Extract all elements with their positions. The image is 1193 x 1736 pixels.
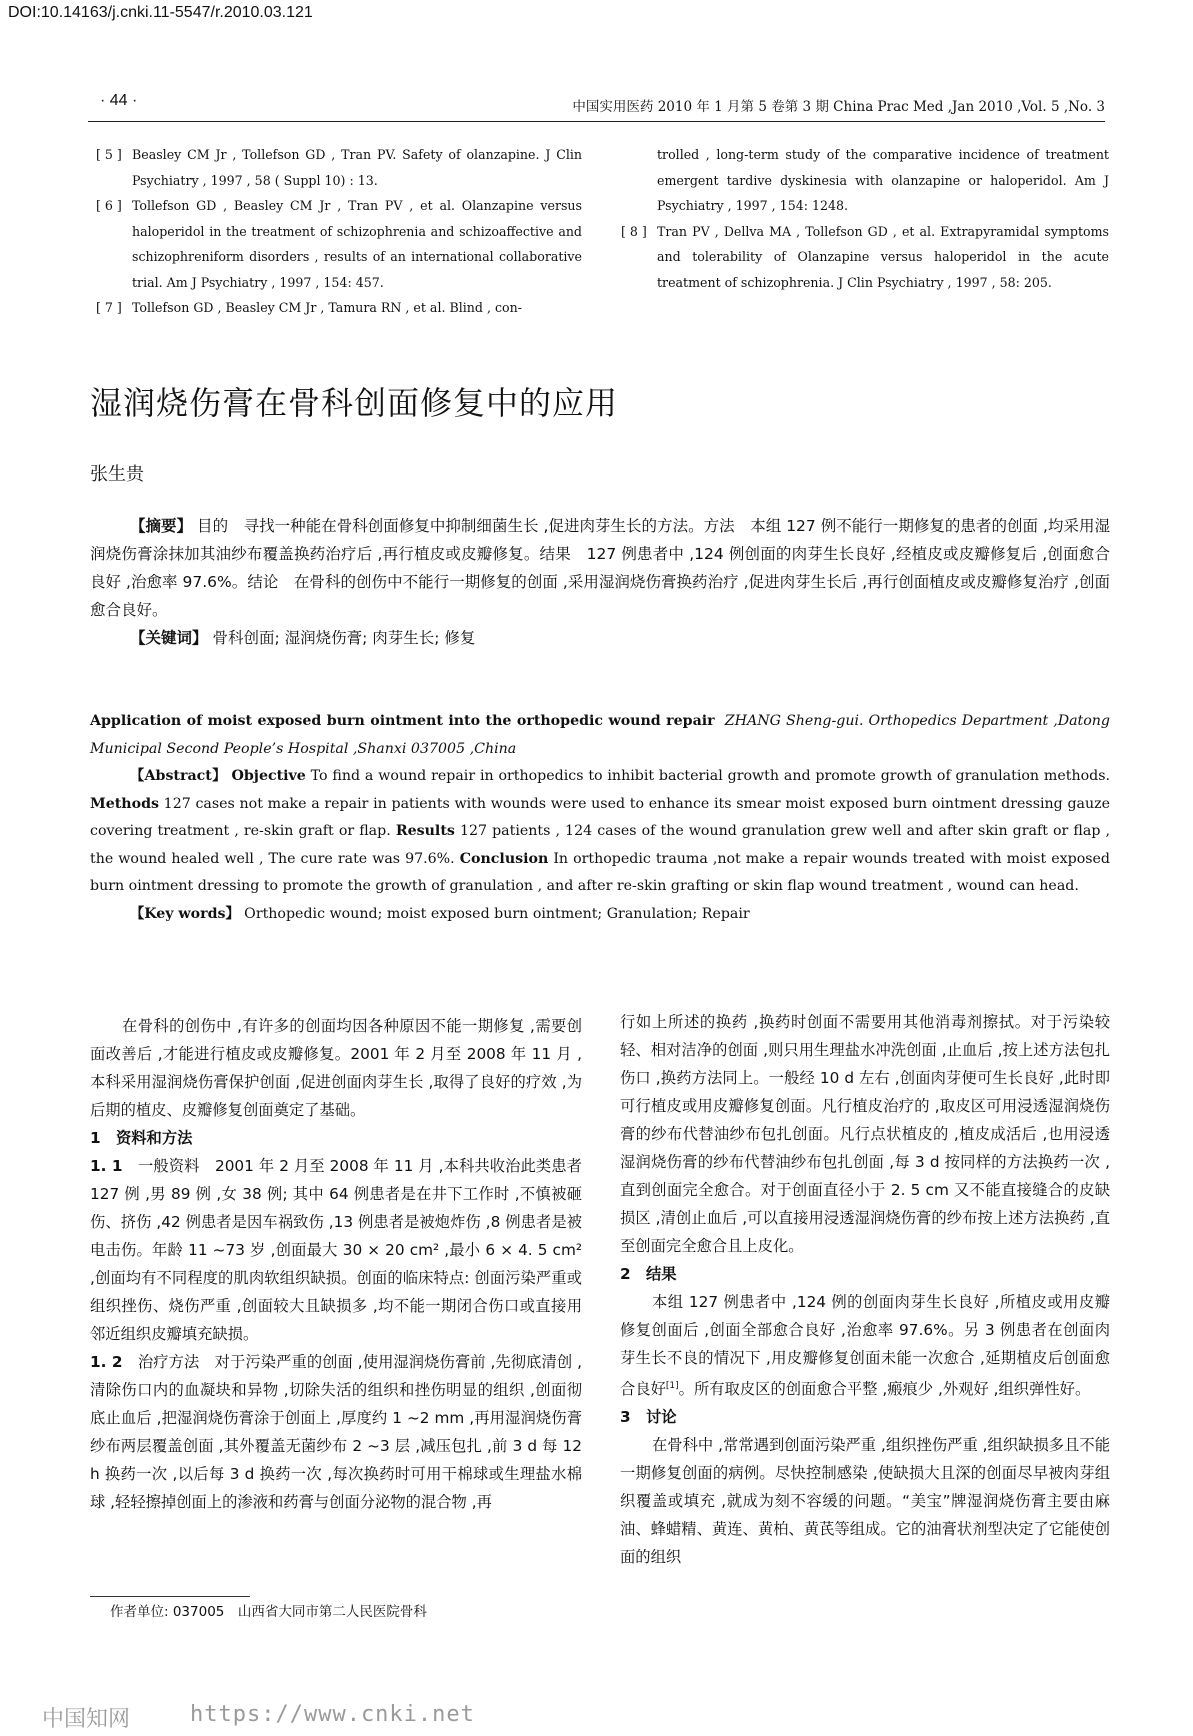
reference-item <box>96 142 582 193</box>
body-column-right <box>620 1008 1110 1571</box>
en-affiliation: ZHANG Sheng-gui. Orthopedics Department ,Datong Municipal Second People’s Hospital ,Shanxi 037005 ,China <box>90 713 1111 757</box>
keywords-cn-text: 骨科创面; 湿润烧伤膏; 肉芽生长; 修复 <box>207 629 476 647</box>
keywords-en-paragraph <box>90 901 1110 929</box>
header-rule <box>88 121 1105 122</box>
continuation-paragraph: 行如上所述的换药 ,换药时创面不需要用其他消毒剂擦拭。对于污染较轻、相对洁净的创面 ,则只用生理盐水冲洗创面 ,止血后 ,按上述方法包扎伤口 ,换药方法同上。一般经 10 d 左右 ,创面肉芽便可生长良好 ,此时即可行植皮或用皮瓣修复创面。凡行植皮治疗的 ,取皮区可用浸透湿润烧伤膏的纱布代替油纱布包扎创面。凡行点状植皮的 ,植皮成活后 ,也用浸透湿润烧伤膏的纱布代替油纱布包扎创面 ,每 3 d 按同样的方法换药一次 ,直到创面完全愈合。对于创面直径小于 2. 5 cm 又不能直接缝合的皮缺损区 ,清创止血后 ,可以直接用浸透湿润烧伤膏的纱布按上述方法换药 ,直至创面完全愈合且上皮化。 <box>620 1013 1110 1255</box>
abstract-cn-text: 目的 寻找一种能在骨科创面修复中抑制细菌生长 ,促进肉芽生长的方法。方法 本组 127 例不能行一期修复的患者的创面 ,均采用湿润烧伤膏涂抹加其油纱布覆盖换药治疗后 ,再行植皮或皮瓣修复。结果 127 例患者中 ,124 例创面的肉芽生长良好 ,经植皮或皮瓣修复后 ,创面愈合良好 ,治愈率 97.6%。结论 在骨科的创伤中不能行一期修复的创面 ,采用湿润烧伤膏换药治疗 ,促进肉芽生长后 ,再行创面植皮或皮瓣修复治疗 ,创面愈合良好。 <box>90 517 1110 619</box>
abstract-cn <box>90 512 1110 652</box>
keywords-en-label: 【Key words】 <box>130 905 240 922</box>
keywords-en-text: Orthopedic wound; moist exposed burn ointment; Granulation; Repair <box>239 905 750 922</box>
conclusion-label: Conclusion <box>459 850 549 867</box>
abstract-cn-label: 【摘要】 <box>130 517 193 535</box>
reference-text: Tollefson GD , Beasley CM Jr , Tran PV , et al. Olanzapine versus haloperidol in the treatment of schizophrenia and schizoaffective and schizophreniform disorders , results of an international collaborative trial. Am J Psychiatry , 1997 , 154: 457. <box>132 198 582 290</box>
methods-label: Methods <box>90 795 159 812</box>
article-author: 张生贵 <box>90 464 144 485</box>
section-1-1-number: 1. 1 <box>90 1157 123 1175</box>
abstract-en <box>90 708 1110 928</box>
author-affiliation: 作者单位: 037005 山西省大同市第二人民医院骨科 <box>110 1604 427 1620</box>
cnki-watermark: 中国知网 <box>42 1707 131 1732</box>
en-title-paragraph <box>90 708 1110 763</box>
abstract-en-paragraph <box>90 763 1110 901</box>
doi: DOI:10.14163/j.cnki.11-5547/r.2010.03.121 <box>8 4 313 21</box>
abstract-en-label: 【Abstract】 <box>130 768 227 784</box>
reference-number: [ 6 ] <box>96 198 122 213</box>
reference-continuation: trolled , long-term study of the comparative incidence of treatment emergent tardive dyskinesia with olanzapine or haloperidol. Am J Psychiatry , 1997 , 154: 1248. <box>657 147 1109 213</box>
intro-paragraph: 在骨科的创伤中 ,有许多的创面均因各种原因不能一期修复 ,需要创面改善后 ,才能进行植皮或皮瓣修复。2001 年 2 月至 2008 年 11 月 ,本科采用湿润烧伤膏保护创面 ,促进创面肉芽生长 ,取得了良好的疗效 ,为后期的植皮、皮瓣修复创面奠定了基础。 <box>90 1017 582 1119</box>
objective-text: To find a wound repair in orthopedics to inhibit bacterial growth and promote growth of granulation methods. <box>305 768 1110 784</box>
reference-number: [ 7 ] <box>96 300 122 315</box>
discussion-paragraph: 在骨科中 ,常常遇到创面污染严重 ,组织挫伤严重 ,组织缺损多且不能一期修复创面的病例。尽快控制感染 ,使缺损大且深的创面尽早被肉芽组织覆盖或填充 ,就成为刻不容缓的问题。“美宝”牌湿润烧伤膏主要由麻油、蜂蜡精、黄连、黄柏、黄芪等组成。它的油膏状剂型决定了它能使创面的组织 <box>620 1436 1110 1567</box>
section-heading-3: 3 讨论 <box>620 1408 677 1427</box>
section-heading-1: 1 资料和方法 <box>90 1129 193 1147</box>
article-title: 湿润烧伤膏在骨科创面修复中的应用 <box>90 384 619 422</box>
conclusion-text: In orthopedic trauma ,not make a repair wounds treated with moist exposed burn ointment dressing to promote the growth of granulation , and after re-skin grafting or skin flap wound treatment , wound can head. <box>90 850 1111 894</box>
section-1-2-number: 1. 2 <box>90 1353 123 1371</box>
page-number: · 44 · <box>100 92 138 109</box>
reference-item <box>621 219 1109 296</box>
reference-text: Beasley CM Jr , Tollefson GD , Tran PV. Safety of olanzapine. J Clin Psychiatry , 1997 , 58 ( Suppl 10) : 13. <box>132 147 582 188</box>
footnote-rule <box>90 1596 250 1597</box>
section-1-1-paragraph <box>90 1152 582 1348</box>
abstract-cn-paragraph <box>90 512 1110 624</box>
keywords-cn-label: 【关键词】 <box>130 629 208 647</box>
section-1-2-text: 对于污染严重的创面 ,使用湿润烧伤膏前 ,先彻底清创 ,清除伤口内的血凝块和异物 ,切除失活的组织和挫伤明显的组织 ,创面彻底止血后 ,把湿润烧伤膏涂于创面上 ,厚度约 1 ~2 mm ,再用湿润烧伤膏纱布两层覆盖创面 ,其外覆盖无菌纱布 2 ~3 层 ,减压包扎 ,前 3 d 每 12 h 换药一次 ,以后每 3 d 换药一次 ,每次换药时可用干棉球或生理盐水棉球 ,轻轻擦掉创面上的渗液和药膏与创面分泌物的混合物 ,再 <box>90 1353 582 1511</box>
references-right <box>621 142 1109 295</box>
en-title: Application of moist exposed burn ointment into the orthopedic wound repair <box>90 713 715 729</box>
results-paragraph <box>620 1288 1110 1403</box>
section-1-2-title: 治疗方法 <box>122 1353 200 1371</box>
citation: [1] <box>665 1381 679 1391</box>
section-1-2-paragraph <box>90 1348 582 1516</box>
reference-item <box>96 295 582 321</box>
reference-text: Tollefson GD , Beasley CM Jr , Tamura RN , et al. Blind , con- <box>132 300 522 315</box>
reference-item <box>96 193 582 295</box>
cnki-url-link[interactable]: https://www.cnki.net <box>190 1702 475 1727</box>
reference-number: [ 5 ] <box>96 147 122 162</box>
results-body-end: 。所有取皮区的创面愈合平整 ,瘢痕少 ,外观好 ,组织弹性好。 <box>678 1380 1091 1399</box>
keywords-cn-paragraph <box>90 624 1110 652</box>
results-body-text: 本组 127 例患者中 ,124 例的创面肉芽生长良好 ,所植皮或用皮瓣修复创面后 ,创面全部愈合良好 ,治愈率 97.6%。另 3 例患者在创面肉芽生长不良的情况下 ,用皮瓣修复创面未能一次愈合 ,延期植皮后创面愈合良好 <box>620 1293 1110 1399</box>
reference-text: Tran PV , Dellva MA , Tollefson GD , et al. Extrapyramidal symptoms and tolerability of Olanzapine versus haloperidol in the acute treatment of schizophrenia. J Clin Psychiatry , 1997 , 58: 205. <box>657 223 1109 290</box>
results-text: 127 patients , 124 cases of the wound granulation grew well and after skin graft or flap , the wound healed well , The cure rate was 97.6%. <box>90 823 1110 867</box>
references-left <box>96 142 582 321</box>
section-heading-2: 2 结果 <box>620 1265 677 1283</box>
section-1-1-title: 一般资料 <box>122 1157 200 1175</box>
journal-header: 中国实用医药 2010 年 1 月第 5 卷第 3 期 China Prac Med ,Jan 2010 ,Vol. 5 ,No. 3 <box>572 99 1105 115</box>
body-column-left <box>90 1012 582 1516</box>
methods-text: 127 cases not make a repair in patients with wounds were used to enhance its smear moist exposed burn ointment dressing gauze covering treatment , re-skin graft or flap. <box>90 795 1110 839</box>
objective-label: Objective <box>231 768 306 784</box>
results-label: Results <box>395 823 455 839</box>
section-1-1-text: 2001 年 2 月至 2008 年 11 月 ,本科共收治此类患者 127 例 ,男 89 例 ,女 38 例; 其中 64 例患者是在井下工作时 ,不慎被砸伤、挤伤 ,42 例患者是因车祸致伤 ,13 例患者是被炮炸伤 ,8 例患者是被电击伤。年龄 11 ~73 岁 ,创面最大 30 × 20 cm² ,最小 6 × 4. 5 cm² ,创面均有不同程度的肌肉软组织缺损。创面的临床特点: 创面污染严重或组织挫伤、烧伤严重 ,创面较大且缺损多 ,均不能一期闭合伤口或直接用邻近组织皮瓣填充缺损。 <box>90 1157 582 1343</box>
reference-number: [ 8 ] <box>621 223 647 239</box>
